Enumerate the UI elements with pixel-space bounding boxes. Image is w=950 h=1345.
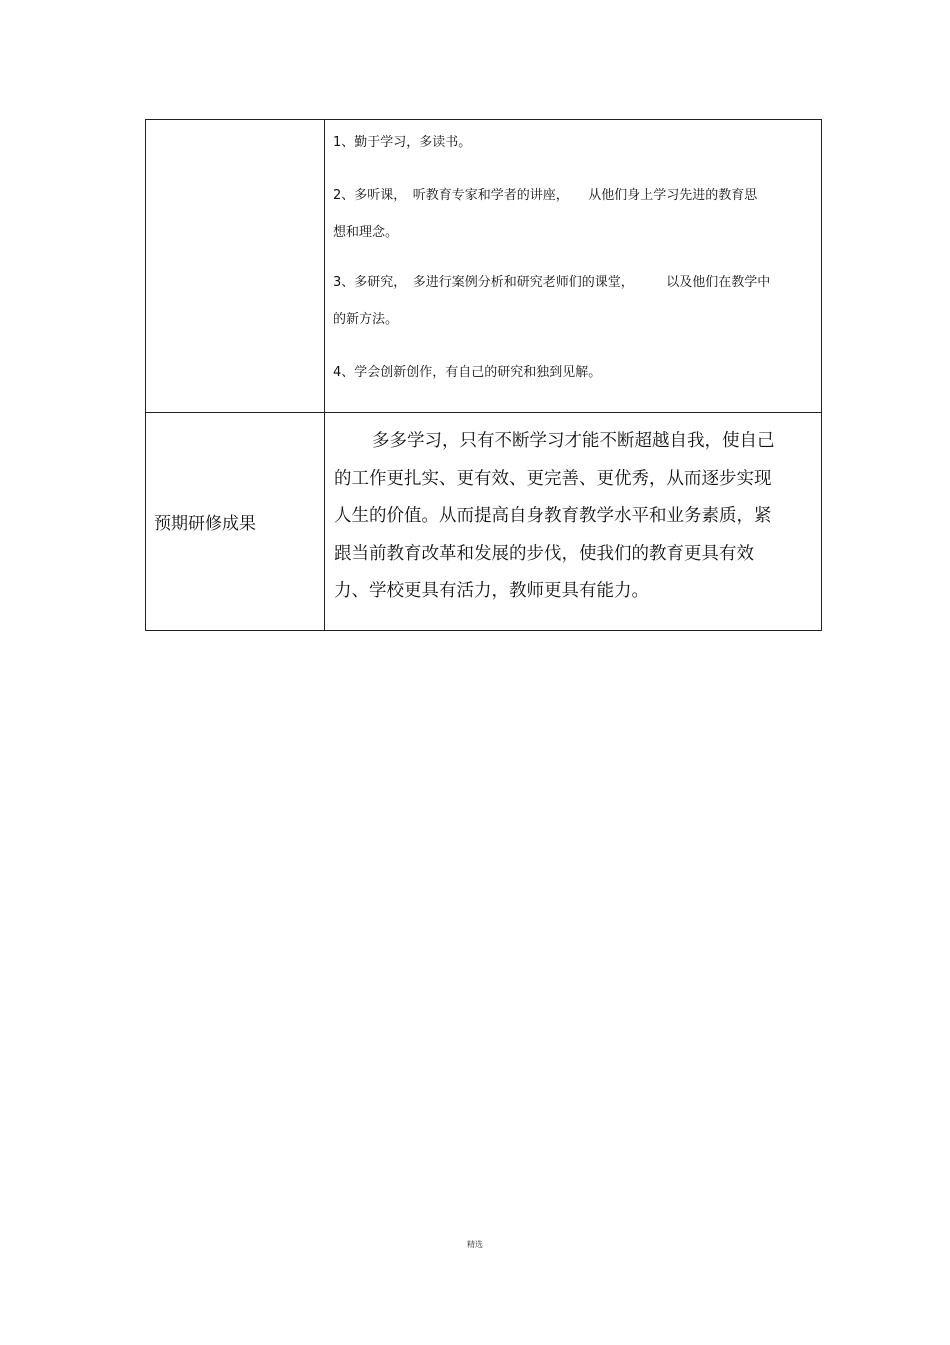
method-item-2-line-2: 想和理念。 — [333, 225, 399, 240]
method-item-3-line-1: 3、多研究， 多进行案例分析和研究老师们的课堂， 以及他们在教学中 — [333, 275, 771, 290]
method-item-2-line-1: 2、多听课， 听教育专家和学者的讲座， 从他们身上学习先进的教育思 — [333, 188, 758, 203]
outcome-line-4: 跟当前教育改革和发展的步伐，使我们的教育更具有效 — [334, 543, 754, 564]
methods-list — [325, 120, 821, 382]
outcome-line-5: 力、学校更具有活力，教师更具有能力。 — [334, 581, 649, 601]
outcome-content-cell — [325, 413, 822, 631]
method-item-3-line-2: 的新方法。 — [333, 312, 399, 327]
methods-content-cell — [325, 120, 822, 413]
method-item-1: 1、勤于学习，多读书。 — [333, 135, 472, 150]
outcome-label: 预期研修成果 — [146, 413, 325, 631]
methods-label-cell — [146, 120, 325, 413]
outcome-line-1: 多多学习，只有不断学习才能不断超越自我，使自己 — [372, 431, 775, 451]
methods-row — [146, 120, 822, 413]
outcome-row — [146, 413, 822, 631]
method-item-4: 4、学会创新创作，有自己的研究和独到见解。 — [333, 365, 602, 380]
page-footer: 精选 — [467, 1240, 483, 1249]
outcome-line-2: 的工作更扎实、更有效、更完善、更优秀，从而逐步实现 — [334, 468, 772, 489]
plan-table — [145, 119, 822, 631]
outcome-line-3: 人生的价值。从而提高自身教育教学水平和业务素质，紧 — [334, 506, 772, 526]
